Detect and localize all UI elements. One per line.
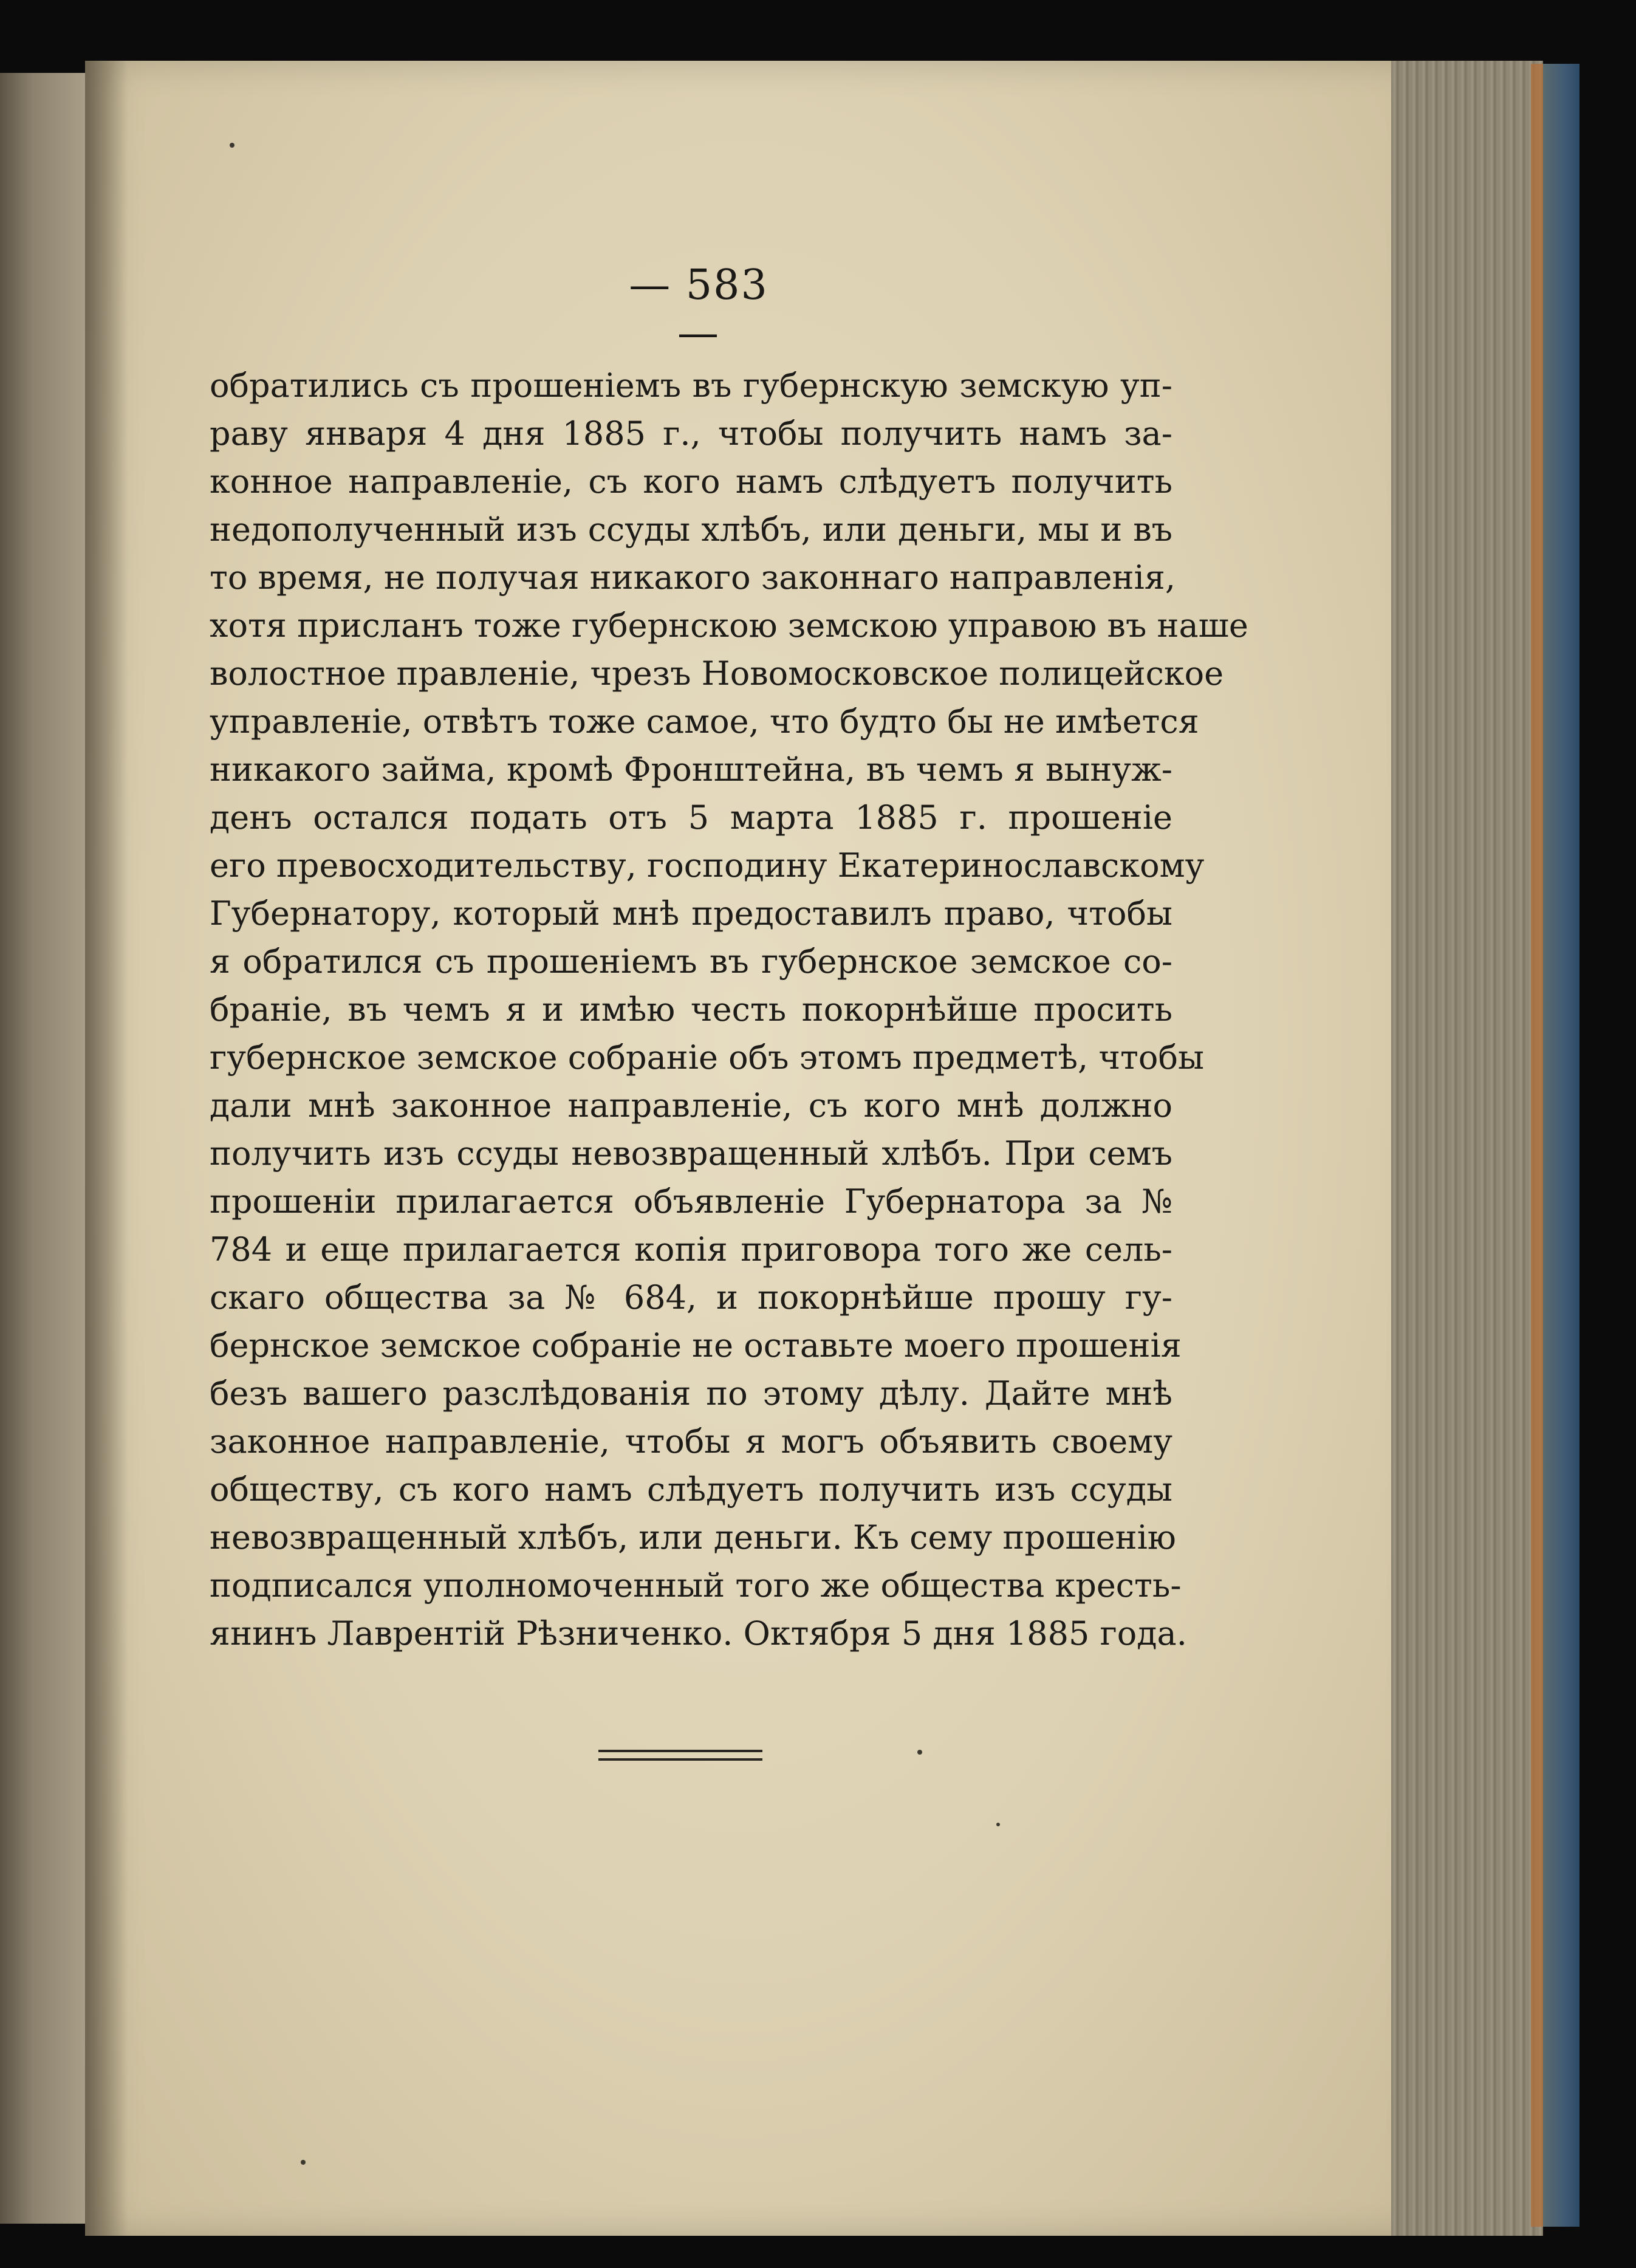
text-line: безъ вашего разслѣдованія по этому дѣлу. Дайте мнѣ: [210, 1374, 1172, 1413]
text-line: денъ остался подать отъ 5 марта 1885 г. прошеніе: [210, 798, 1172, 837]
text-line: бернское земское собраніе не оставьте моего прошенія: [210, 1326, 1182, 1365]
text-line: управленіе, отвѣтъ тоже самое, что будто бы не имѣется: [210, 702, 1199, 741]
left-page-edge: [0, 73, 85, 2224]
text-line: скаго общества за № 684, и покорнѣйше прошу гу-: [210, 1278, 1172, 1317]
closing-rule-top: [598, 1750, 762, 1752]
ink-speck: [301, 2160, 306, 2165]
text-line: Губернатору, который мнѣ предоставилъ право, чтобы: [210, 894, 1172, 933]
text-line: законное направленіе, чтобы я могъ объявить своему: [210, 1422, 1172, 1461]
text-line: никакого займа, кромѣ Фронштейна, въ чемъ я вынуж-: [210, 750, 1172, 789]
text-line: недополученный изъ ссуды хлѣбъ, или деньги, мы и въ: [210, 510, 1172, 549]
text-line: браніе, въ чемъ я и имѣю честь покорнѣйше просить: [210, 990, 1172, 1029]
book-cover: [1543, 64, 1580, 2227]
page-stack-edge: [1391, 61, 1543, 2236]
text-line: хотя присланъ тоже губернскою земскою управою въ наше: [210, 606, 1248, 645]
text-line: конное направленіе, съ кого намъ слѣдуетъ получить: [210, 462, 1172, 501]
text-line: я обратился съ прошеніемъ въ губернское земское со-: [210, 942, 1172, 981]
text-line: волостное правленіе, чрезъ Новомосковское полицейское: [210, 654, 1224, 693]
text-line: прошеніи прилагается объявленіе Губернатора за №: [210, 1182, 1172, 1221]
ink-speck: [996, 1823, 1000, 1826]
text-line: подписался уполномоченный того же общества кресть-: [210, 1566, 1182, 1605]
text-line: раву января 4 дня 1885 г., чтобы получить намъ за-: [210, 414, 1172, 453]
page-number: — 583 —: [629, 261, 768, 357]
text-line: то время, не получая никакого законнаго направленія,: [210, 558, 1176, 597]
text-line: невозвращенный хлѣбъ, или деньги. Къ сему прошенію: [210, 1518, 1176, 1557]
page-gutter-shadow: [85, 61, 128, 2236]
ink-speck: [917, 1750, 922, 1755]
text-line: обществу, съ кого намъ слѣдуетъ получить изъ ссуды: [210, 1470, 1172, 1509]
text-line: обратились съ прошеніемъ въ губернскую земскую уп-: [210, 366, 1172, 405]
text-line: получить изъ ссуды невозвращенный хлѣбъ. При семъ: [210, 1134, 1172, 1173]
text-line: дали мнѣ законное направленіе, съ кого мнѣ должно: [210, 1086, 1172, 1125]
ink-speck: [230, 143, 234, 148]
text-line: 784 и еще прилагается копія приговора того же сель-: [210, 1230, 1172, 1269]
text-line: губернское земское собраніе объ этомъ предметѣ, чтобы: [210, 1038, 1204, 1077]
text-line: янинъ Лаврентій Рѣзниченко. Октября 5 дня 1885 года.: [210, 1614, 1187, 1653]
closing-rule-bottom: [598, 1758, 762, 1761]
text-line: его превосходительству, господину Екатеринославскому: [210, 846, 1205, 885]
body-text: [210, 361, 1248, 1657]
